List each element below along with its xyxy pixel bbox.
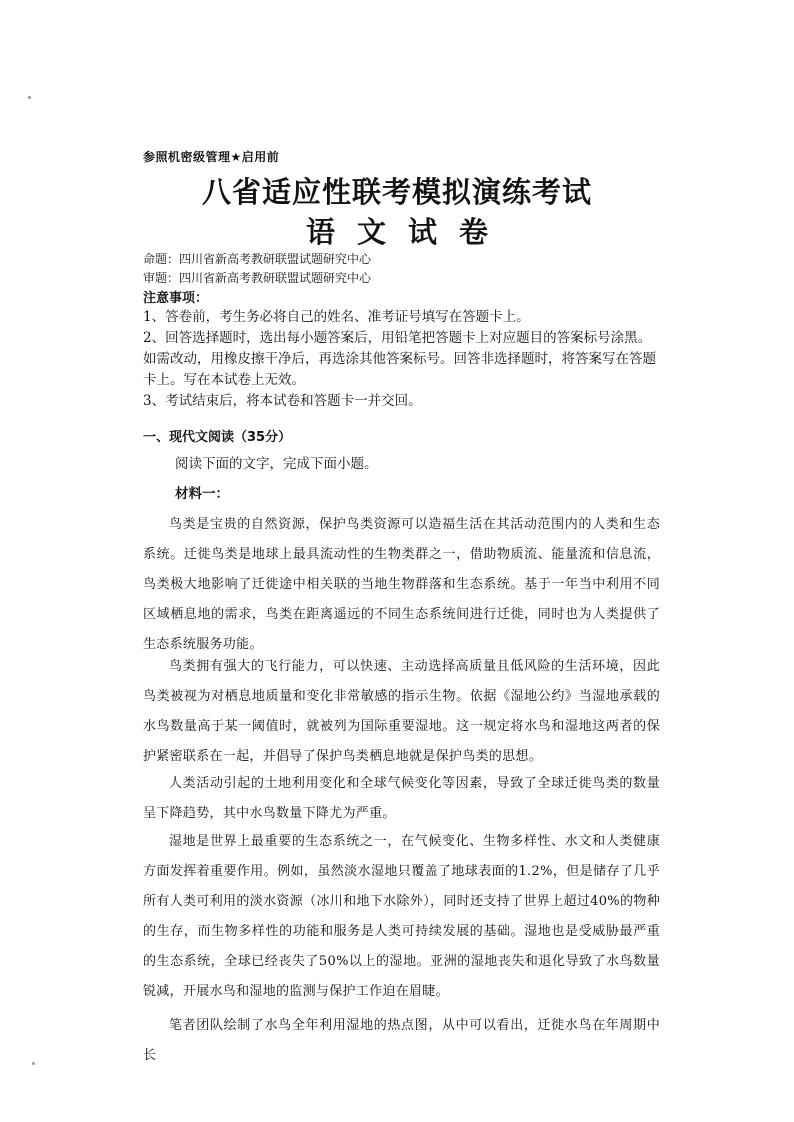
reading-paragraph: 鸟类拥有强大的飞行能力，可以快速、主动选择高质量且低风险的生活环境，因此鸟类被视为对栖息地质量和变化非常敏感的指示生物。依据《湿地公约》当湿地承载的水鸟数量高于某一阈值时，就被列为国际重要湿地。这一规定将水鸟和湿地这两者的保护紧密联系在一起，并倡导了保护鸟类栖息地就是保护鸟类的思想。 [143, 659, 660, 764]
section-heading: 一、现代文阅读（35分） [143, 430, 292, 445]
notice-item: 3、考试结束后，将本试卷和答题卡一并交回。 [143, 393, 422, 409]
reading-paragraph: 笔者团队绘制了水鸟全年利用湿地的热点图，从中可以看出，迁徙水鸟在年周期中长 [143, 1018, 660, 1063]
secret-label: 参照机密级管理★启用前 [143, 150, 280, 164]
reading-instruction: 阅读下面的文字，完成下面小题。 [175, 456, 378, 472]
reading-paragraph: 人类活动引起的土地利用变化和全球气候变化等因素，导致了全球迁徙鸟类的数量呈下降趋势，其中水鸟数量下降尤为严重。 [143, 776, 660, 821]
subtitle-char: 卷 [459, 215, 489, 249]
subtitle-char: 语 [305, 215, 335, 249]
subtitle-char: 试 [408, 215, 438, 249]
scan-speck [28, 96, 31, 99]
notice-item: 1、答卷前，考生务必将自己的姓名、准考证号填写在答题卡上。 [143, 309, 530, 325]
notice-item: 2、回答选择题时，选出每小题答案后，用铅笔把答题卡上对应题目的答案标号涂黑。如需改动，用橡皮擦干净后，再选涂其他答案标号。回答非选择题时，将答案写在答题卡上。写在本试卷上无效。 [143, 330, 656, 388]
reviewer-line: 审题：四川省新高考教研联盟试题研究中心 [143, 271, 372, 285]
material-label: 材料一： [175, 486, 229, 502]
scan-speck [32, 1062, 35, 1065]
notice-heading: 注意事项： [143, 291, 209, 306]
subtitle-char: 文 [356, 215, 386, 249]
reading-paragraph: 湿地是世界上最重要的生态系统之一，在气候变化、生物多样性、水文和人类健康方面发挥着重要作用。例如，虽然淡水湿地只覆盖了地球表面的1.2%，但是储存了几乎所有人类可利用的淡水资源（冰川和地下水除外），同时还支持了世界上超过40%的物种的生存，而生物多样性的功能和服务是人类可持续发展的基础。湿地也是受威胁最严重的生态系统，全球已经丧失了50%以上的湿地。亚洲的湿地丧失和退化导致了水鸟数量锐减，开展水鸟和湿地的监测与保护工作迫在眉睫。 [143, 834, 660, 999]
proposer-line: 命题：四川省新高考教研联盟试题研究中心 [143, 252, 372, 266]
page-title: 八省适应性联考模拟演练考试 [201, 175, 592, 209]
page-subtitle [0, 210, 794, 251]
reading-paragraph: 鸟类是宝贵的自然资源，保护鸟类资源可以造福生活在其活动范围内的人类和生态系统。迁徙鸟类是地球上最具流动性的生物类群之一，借助物质流、能量流和信息流，鸟类极大地影响了迁徙途中相关联的当地生物群落和生态系统。基于一年当中利用不同区域栖息地的需求，鸟类在距离遥远的不同生态系统间进行迁徙，同时也为人类提供了生态系统服务功能。 [143, 517, 660, 652]
